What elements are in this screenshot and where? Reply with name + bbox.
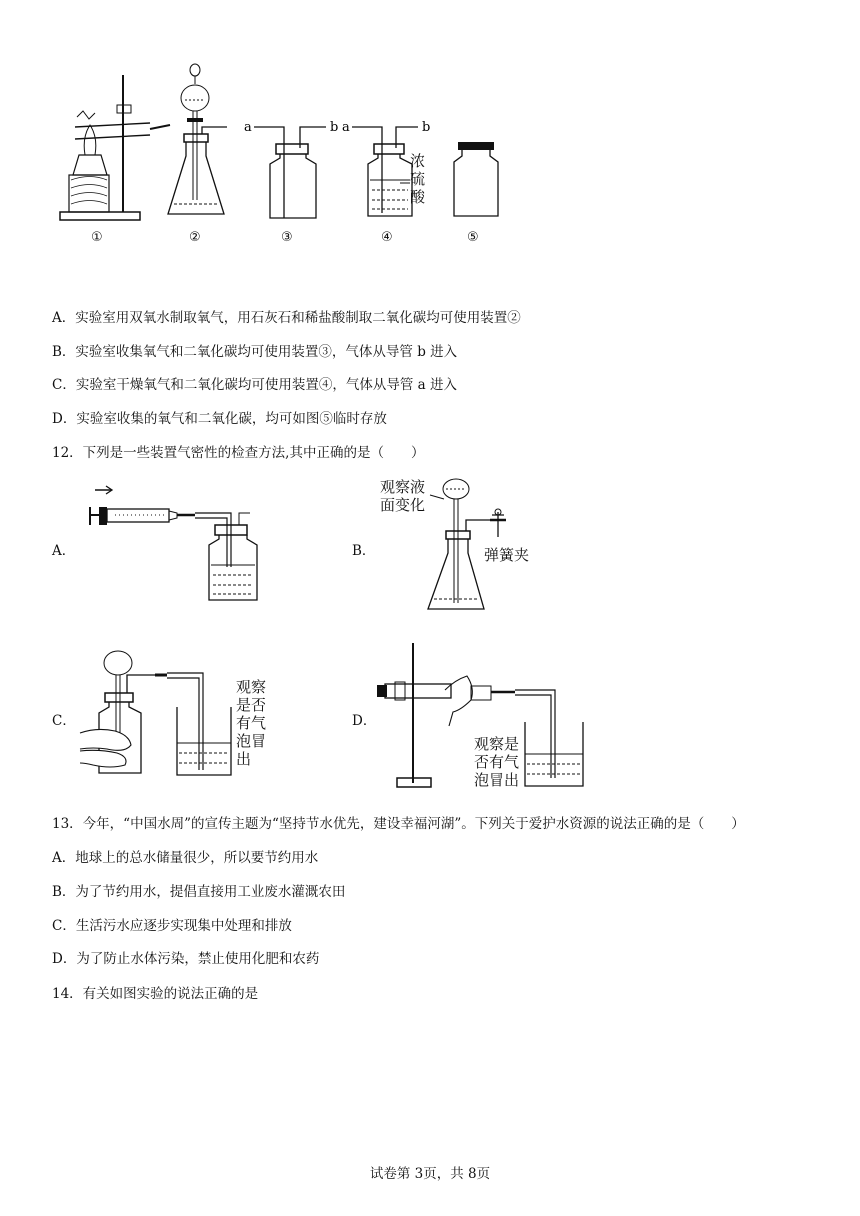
- apparatus-label-5: ⑤: [467, 230, 479, 245]
- port-a-label: a: [244, 120, 252, 135]
- q12-a-syringe-figure: [85, 485, 285, 610]
- port-b-label: b: [330, 120, 339, 135]
- acid-label: 浓 硫 酸: [410, 152, 426, 206]
- port-b2-label: b: [422, 120, 431, 135]
- q13-option-c: C．生活污水应逐步实现集中处理和排放: [52, 918, 292, 934]
- q12-option-a-letter: A．: [52, 543, 76, 559]
- apparatus-label-1: ①: [91, 230, 103, 245]
- port-a2-label: a: [342, 120, 350, 135]
- q11-option-b: B．实验室收集氧气和二氧化碳均可使用装置③，气体从导管 b 进入: [52, 344, 458, 360]
- q13-option-a: A．地球上的总水储量很少，所以要节约用水: [52, 850, 319, 866]
- q12-b-note: 观察液 面变化: [380, 478, 426, 514]
- q13-stem: 13．今年，“中国水周”的宣传主题为“坚持节水优先，建设幸福河湖”。下列关于爱护水资源的说法正确的是（ ）: [52, 816, 745, 832]
- q11-option-c: C．实验室干燥氧气和二氧化碳均可使用装置④，气体从导管 a 进入: [52, 377, 457, 393]
- apparatus-label-3: ③: [281, 230, 293, 245]
- apparatus-label-4: ④: [381, 230, 393, 245]
- apparatus-5-empty-bottle: [448, 140, 508, 220]
- q13-option-d: D．为了防止水体污染，禁止使用化肥和农药: [52, 951, 320, 967]
- q12-stem: 12．下列是一些装置气密性的检查方法,其中正确的是（ ）: [52, 445, 425, 461]
- q12-b-clip-label: 弹簧夹: [484, 546, 530, 564]
- q14-stem: 14．有关如图实验的说法正确的是: [52, 986, 259, 1002]
- q12-b-flask-figure: [420, 475, 540, 615]
- apparatus-2-flask-funnel: [162, 50, 252, 225]
- q12-c-bottle-figure: [85, 645, 235, 780]
- apparatus-label-2: ②: [189, 230, 201, 245]
- q13-option-b: B．为了节约用水，提倡直接用工业废水灌溉农田: [52, 884, 346, 900]
- q12-option-d-letter: D．: [352, 713, 377, 729]
- q11-option-a: A．实验室用双氧水制取氧气，用石灰石和稀盐酸制取二氧化碳均可使用装置②: [52, 310, 521, 326]
- q12-d-note: 观察是 否有气 泡冒出: [474, 735, 520, 789]
- q12-option-c-letter: C．: [52, 713, 76, 729]
- page-footer: 试卷第 3页，共 8页: [369, 1166, 491, 1182]
- q11-option-d: D．实验室收集的氧气和二氧化碳，均可如图⑤临时存放: [52, 411, 387, 427]
- q12-option-b-letter: B．: [352, 543, 376, 559]
- apparatus-4-acid-bottle: [342, 118, 452, 228]
- apparatus-3-gas-bottle: [244, 118, 344, 228]
- q12-c-note: 观察 是否 有气 泡冒 出: [236, 678, 267, 768]
